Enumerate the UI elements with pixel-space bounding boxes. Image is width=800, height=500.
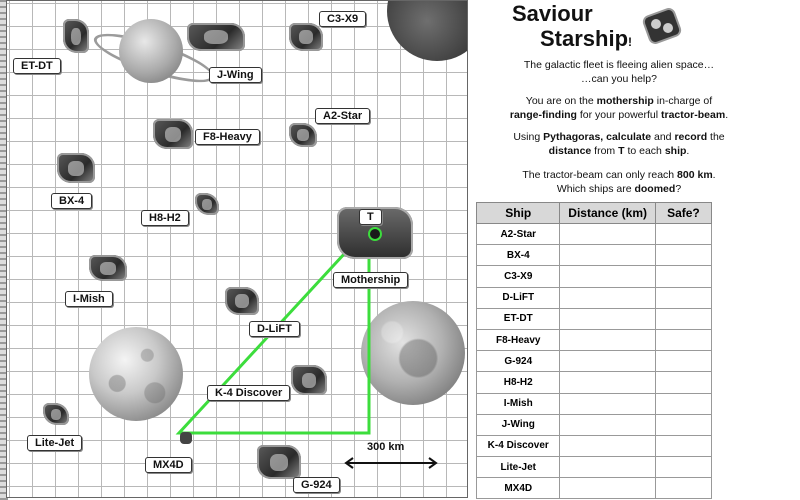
distance-table xyxy=(476,202,712,499)
safe-input-cell[interactable] xyxy=(655,478,711,499)
ship-name-cell: MX4D xyxy=(477,478,560,499)
starship-logo-icon xyxy=(640,4,684,48)
tractor-point-t xyxy=(368,227,382,241)
j-wing-ship-icon xyxy=(187,23,245,51)
mx4d-ship-icon xyxy=(180,432,192,444)
ship-name-cell: F8-Heavy xyxy=(477,329,560,350)
intro-text: The galactic fleet is fleeing alien space… …can you help? xyxy=(523,59,715,85)
scale-label: 300 km xyxy=(367,441,405,453)
ship-name-cell: ET-DT xyxy=(477,308,560,329)
distance-input-cell[interactable] xyxy=(560,435,655,456)
label-c3-x9: C3-X9 xyxy=(319,11,366,27)
label-mx4d: MX4D xyxy=(145,457,192,473)
label-f8-heavy: F8-Heavy xyxy=(195,129,260,145)
header-safe: Safe? xyxy=(655,203,711,224)
distance-input-cell[interactable] xyxy=(560,329,655,350)
distance-input-cell[interactable] xyxy=(560,266,655,287)
table-header-row xyxy=(477,203,712,224)
table-row xyxy=(477,435,712,456)
f8-heavy-ship-icon xyxy=(153,119,193,149)
distance-input-cell[interactable] xyxy=(560,457,655,478)
d-lift-ship-icon xyxy=(225,287,259,315)
et-dt-ship-icon xyxy=(63,19,89,53)
ship-name-cell: K-4 Discover xyxy=(477,435,560,456)
i-mish-ship-icon xyxy=(89,255,127,281)
header-ship: Ship xyxy=(477,203,560,224)
label-d-lift: D-LiFT xyxy=(249,321,300,337)
table-row xyxy=(477,393,712,414)
space-grid xyxy=(6,0,468,498)
table-row xyxy=(477,478,712,499)
label-i-mish: I-Mish xyxy=(65,291,113,307)
distance-input-cell[interactable] xyxy=(560,287,655,308)
task-text: Using Pythagoras, calculate and record the distance from T to each ship. xyxy=(513,131,725,157)
table-row xyxy=(477,414,712,435)
label-a2-star: A2-Star xyxy=(315,108,370,124)
safe-input-cell[interactable] xyxy=(655,393,711,414)
safe-input-cell[interactable] xyxy=(655,457,711,478)
safe-input-cell[interactable] xyxy=(655,435,711,456)
safe-input-cell[interactable] xyxy=(655,245,711,266)
c3-x9-ship-icon xyxy=(289,23,323,51)
ship-name-cell: BX-4 xyxy=(477,245,560,266)
safe-input-cell[interactable] xyxy=(655,308,711,329)
distance-input-cell[interactable] xyxy=(560,351,655,372)
ship-name-cell: D-LiFT xyxy=(477,287,560,308)
ship-name-cell: A2-Star xyxy=(477,224,560,245)
distance-input-cell[interactable] xyxy=(560,414,655,435)
label-g-924: G-924 xyxy=(293,477,340,493)
table-row xyxy=(477,224,712,245)
ship-name-cell: C3-X9 xyxy=(477,266,560,287)
distance-input-cell[interactable] xyxy=(560,224,655,245)
safe-input-cell[interactable] xyxy=(655,414,711,435)
ship-name-cell: J-Wing xyxy=(477,414,560,435)
g-924-ship-icon xyxy=(257,445,301,479)
role-text: You are on the mothership in-charge of range-finding for your powerful tractor-beam. xyxy=(509,95,729,121)
title-line-1: Saviour xyxy=(512,1,593,26)
distance-input-cell[interactable] xyxy=(560,393,655,414)
table-row xyxy=(477,245,712,266)
scale-arrow-icon xyxy=(343,457,439,469)
ship-name-cell: H8-H2 xyxy=(477,372,560,393)
a2-star-ship-icon xyxy=(289,123,317,147)
label-lite-jet: Lite-Jet xyxy=(27,435,82,451)
table-row xyxy=(477,287,712,308)
table-row xyxy=(477,372,712,393)
label-t: T xyxy=(359,209,382,225)
header-distance: Distance (km) xyxy=(560,203,655,224)
distance-input-cell[interactable] xyxy=(560,478,655,499)
table-row xyxy=(477,457,712,478)
title-line-2: Starship! xyxy=(540,26,633,51)
distance-input-cell[interactable] xyxy=(560,372,655,393)
label-mothership: Mothership xyxy=(333,272,408,288)
ship-name-cell: Lite-Jet xyxy=(477,457,560,478)
table-row xyxy=(477,329,712,350)
limit-text: The tractor-beam can only reach 800 km. Which ships are doomed? xyxy=(522,169,716,195)
label-bx-4: BX-4 xyxy=(51,193,92,209)
safe-input-cell[interactable] xyxy=(655,351,711,372)
distance-input-cell[interactable] xyxy=(560,308,655,329)
ship-name-cell: G-924 xyxy=(477,351,560,372)
label-j-wing: J-Wing xyxy=(209,67,262,83)
bx-4-ship-icon xyxy=(57,153,95,183)
distance-input-cell[interactable] xyxy=(560,245,655,266)
k4-discover-ship-icon xyxy=(291,365,327,395)
ship-name-cell: I-Mish xyxy=(477,393,560,414)
table-row xyxy=(477,308,712,329)
label-k4-discover: K-4 Discover xyxy=(207,385,290,401)
table-row xyxy=(477,266,712,287)
label-h8-h2: H8-H2 xyxy=(141,210,189,226)
safe-input-cell[interactable] xyxy=(655,372,711,393)
safe-input-cell[interactable] xyxy=(655,287,711,308)
label-et-dt: ET-DT xyxy=(13,58,61,74)
safe-input-cell[interactable] xyxy=(655,266,711,287)
safe-input-cell[interactable] xyxy=(655,329,711,350)
table-row xyxy=(477,351,712,372)
safe-input-cell[interactable] xyxy=(655,224,711,245)
